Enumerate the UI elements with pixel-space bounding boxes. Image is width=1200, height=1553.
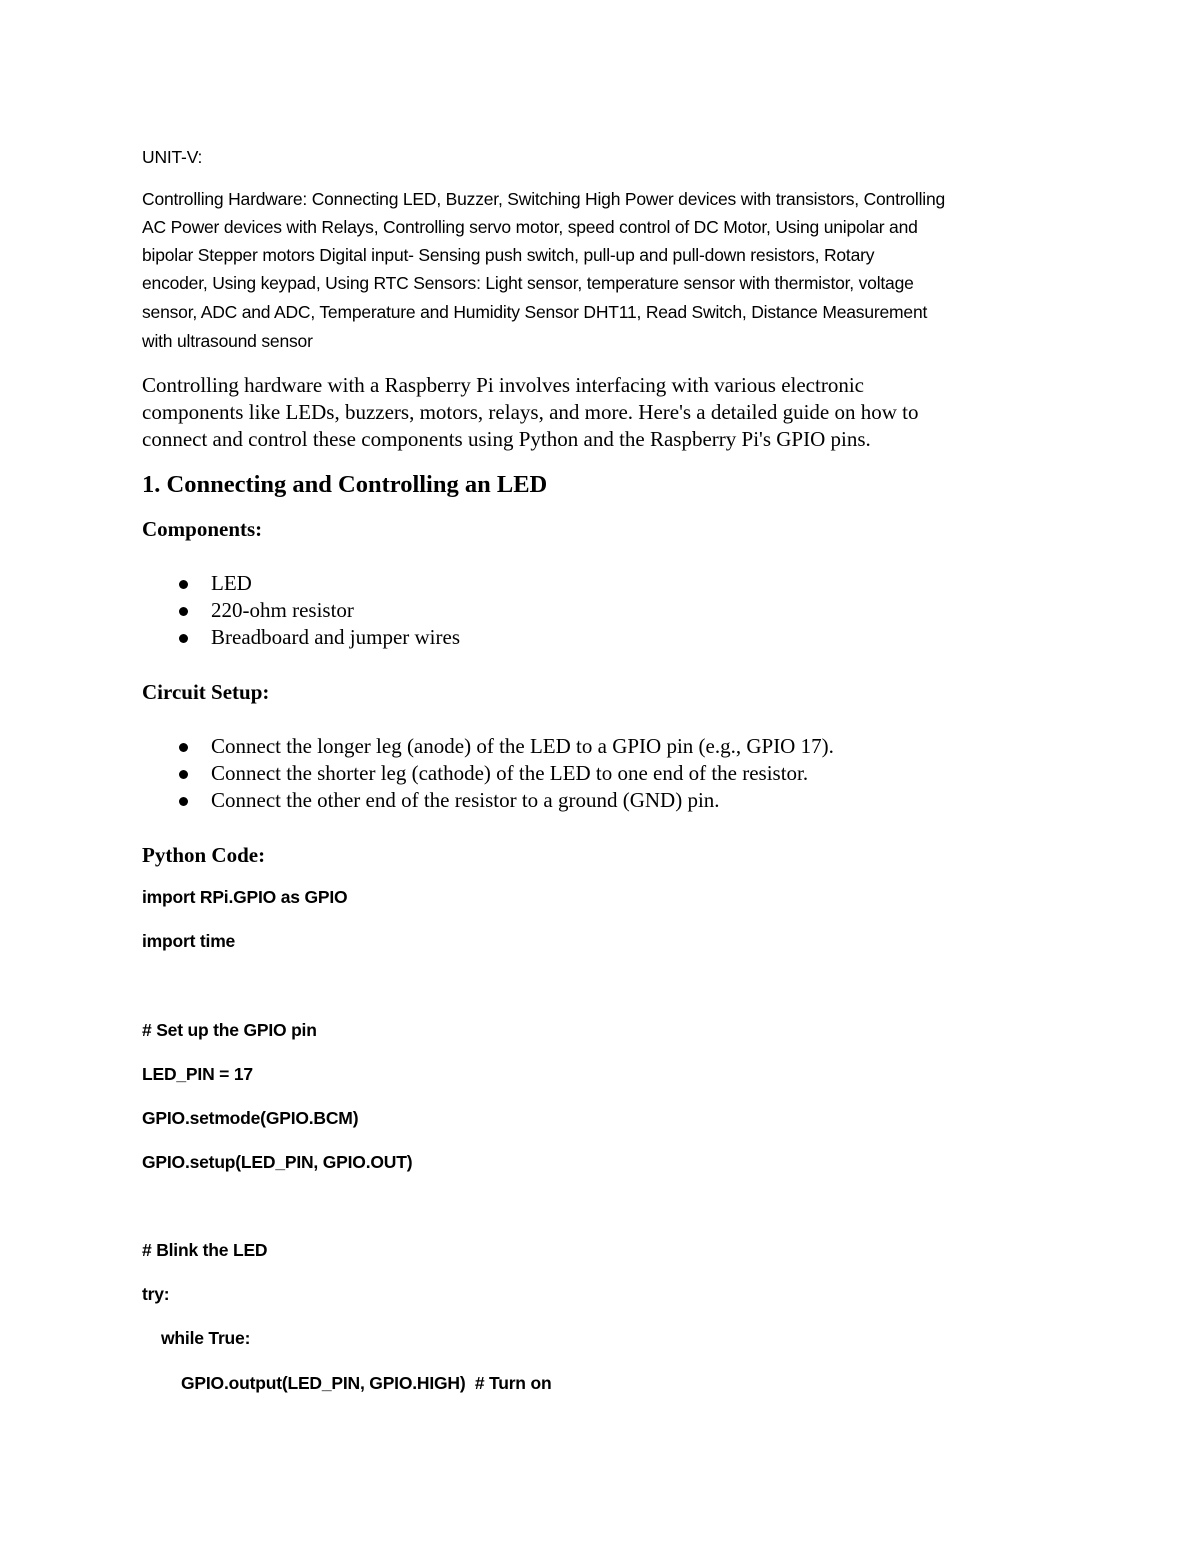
code-line: GPIO.output(LED_PIN, GPIO.HIGH) # Turn on bbox=[181, 1373, 552, 1393]
syllabus-line: bipolar Stepper motors Digital input- Sensing push switch, pull-up and pull-down resistors, Rotary bbox=[142, 245, 875, 265]
unit-title: UNIT-V: bbox=[142, 147, 203, 167]
code-line: GPIO.setmode(GPIO.BCM) bbox=[142, 1108, 359, 1128]
list-item: Connect the other end of the resistor to a ground (GND) pin. bbox=[211, 788, 720, 812]
code-line: LED_PIN = 17 bbox=[142, 1064, 253, 1084]
list-item: LED bbox=[211, 571, 252, 595]
bullet-icon bbox=[179, 770, 188, 779]
code-line: import RPi.GPIO as GPIO bbox=[142, 887, 348, 907]
code-line: # Set up the GPIO pin bbox=[142, 1020, 317, 1040]
code-heading: Python Code: bbox=[142, 843, 266, 867]
list-item: 220-ohm resistor bbox=[211, 598, 354, 622]
syllabus-line: Controlling Hardware: Connecting LED, Buzzer, Switching High Power devices with transistors, Controlling bbox=[142, 189, 946, 209]
syllabus-line: encoder, Using keypad, Using RTC Sensors: Light sensor, temperature sensor with thermistor, voltage bbox=[142, 273, 914, 293]
circuit-heading: Circuit Setup: bbox=[142, 680, 270, 704]
code-line: GPIO.setup(LED_PIN, GPIO.OUT) bbox=[142, 1152, 413, 1172]
bullet-icon bbox=[179, 580, 188, 589]
intro-line: Controlling hardware with a Raspberry Pi involves interfacing with various electronic bbox=[142, 373, 864, 397]
bullet-icon bbox=[179, 743, 188, 752]
bullet-icon bbox=[179, 607, 188, 616]
components-heading: Components: bbox=[142, 517, 263, 541]
intro-line: connect and control these components using Python and the Raspberry Pi's GPIO pins. bbox=[142, 427, 871, 451]
syllabus-line: with ultrasound sensor bbox=[142, 331, 313, 351]
bullet-icon bbox=[179, 634, 188, 643]
section-heading: 1. Connecting and Controlling an LED bbox=[142, 471, 548, 498]
bullet-icon bbox=[179, 797, 188, 806]
syllabus-line: sensor, ADC and ADC, Temperature and Humidity Sensor DHT11, Read Switch, Distance Measurement bbox=[142, 302, 928, 322]
code-line: # Blink the LED bbox=[142, 1240, 268, 1260]
syllabus-line: AC Power devices with Relays, Controlling servo motor, speed control of DC Motor, Using unipolar and bbox=[142, 217, 918, 237]
list-item: Connect the shorter leg (cathode) of the LED to one end of the resistor. bbox=[211, 761, 809, 785]
code-line: try: bbox=[142, 1284, 170, 1304]
intro-line: components like LEDs, buzzers, motors, relays, and more. Here's a detailed guide on how to bbox=[142, 400, 919, 424]
code-line: import time bbox=[142, 931, 236, 951]
list-item: Breadboard and jumper wires bbox=[211, 625, 460, 649]
list-item: Connect the longer leg (anode) of the LED to a GPIO pin (e.g., GPIO 17). bbox=[211, 734, 834, 758]
code-line: while True: bbox=[161, 1328, 251, 1348]
